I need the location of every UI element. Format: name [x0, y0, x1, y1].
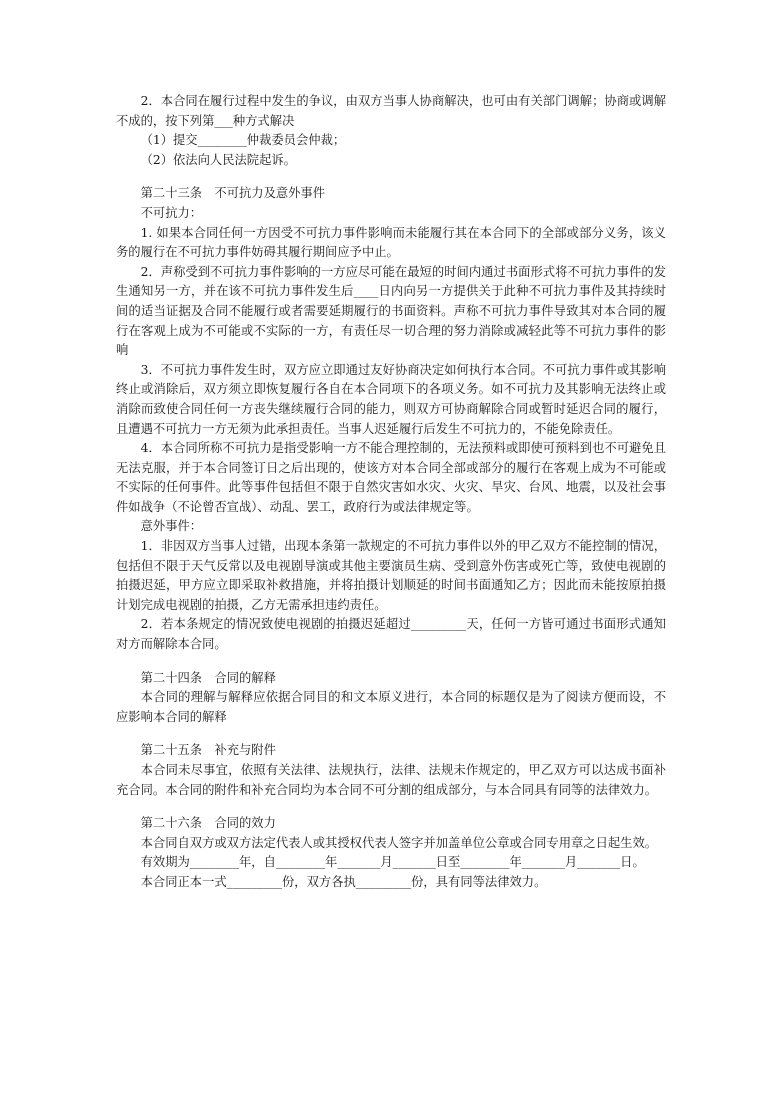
- article-26-copies: 本合同正本一式_________份，双方各执_________份，具有同等法律效力。: [140, 874, 547, 889]
- article-25-body: 本合同未尽事宜，依照有关法律、法规执行，法律、法规未作规定的，甲乙双方可以达成书面补充合同。本合同的附件和补充合同均为本合同不可分割的组成部分，与本合同具有同等的法律效力。: [116, 763, 666, 797]
- article-25-title: 补充与附件: [214, 743, 276, 758]
- article-26-title: 合同的效力: [214, 816, 276, 831]
- dispute-option-2: （2）依法向人民法院起诉。: [140, 152, 296, 167]
- force-majeure-clause-1: 1. 如果本合同任何一方因受不可抗力事件影响而未能履行其在本合同下的全部或部分义务，该义务的履行在不可抗力事件妨碍其履行期间应予中止。: [116, 225, 666, 260]
- article-25-number: 第二十五条: [140, 743, 203, 758]
- article-24-heading: [116, 669, 666, 689]
- dispute-clause-2: 2．本合同在履行过程中发生的争议，由双方当事人协商解决，也可由有关部门调解；协商或调解不成的，按下列第___种方式解决: [116, 94, 666, 128]
- article-26-heading: [116, 814, 666, 834]
- force-majeure-clause-3: 3．不可抗力事件发生时，双方应立即通过友好协商决定如何执行本合同。不可抗力事件或其影响终止或消除后，双方须立即恢复履行各自在本合同项下的各项义务。如不可抗力及其影响无法终止或消除而致使合同任何一方丧失继续履行合同的能力，则双方可协商解除合同或暂时延迟合同的履行，且遭遇不可抗力一方无须为此承担责任。当事人迟延履行后发生不可抗力的，不能免除责任。: [116, 362, 666, 436]
- article-24-number: 第二十四条: [140, 670, 203, 685]
- article-23-number: 第二十三条: [140, 186, 203, 201]
- article-24-body: 本合同的理解与解释应依据合同目的和文本原义进行，本合同的标题仅是为了阅读方便而设，不应影响本合同的解释: [116, 690, 666, 724]
- article-25-heading: [116, 741, 666, 761]
- contract-page: [116, 92, 666, 893]
- article-23-title: 不可抗力及意外事件: [214, 186, 326, 201]
- article-24-title: 合同的解释: [214, 670, 276, 685]
- article-23-heading: [116, 184, 666, 204]
- article-26-effect: 本合同自双方或双方法定代表人或其授权代表人签字并加盖单位公章或合同专用章之日起生效。: [140, 835, 658, 850]
- force-majeure-clause-2: 2．声称受到不可抗力事件影响的一方应尽可能在最短的时间内通过书面形式将不可抗力事件的发生通知另一方，并在该不可抗力事件发生后____日内向另一方提供关于此种不可抗力事件及其持续时间的适当证据及合同不能履行或者需要延期履行的书面资料。声称不可抗力事件导致其对本合同的履行在客观上成为不可能或不实际的一方，有责任尽一切合理的努力消除或减轻此等不可抗力事件的影响: [116, 264, 666, 358]
- dispute-option-1: （1）提交________仲裁委员会仲裁；: [140, 133, 346, 148]
- accident-clause-2: 2．若本条规定的情况致使电视剧的拍摄迟延超过_________天，任何一方皆可通过书面形式通知对方而解除本合同。: [116, 617, 666, 652]
- accident-clause-1: 1．非因双方当事人过错，出现本条第一款规定的不可抗力事件以外的甲乙双方不能控制的情况，包括但不限于天气反常以及电视剧导演或其他主要演员生病、受到意外伤害或死亡等，致使电视剧的拍摄迟延，甲方应立即采取补救措施，并将拍摄计划顺延的时间书面通知乙方；因此而未能按原拍摄计划完成电视剧的拍摄，乙方无需承担违约责任。: [116, 539, 666, 612]
- force-majeure-clause-4: 4．本合同所称不可抗力是指受影响一方不能合理控制的，无法预料或即使可预料到也不可避免且无法克服，并于本合同签订日之后出现的，使该方对本合同全部或部分的履行在客观上成为不可能或不实际的任何事件。此等事件包括但不限于自然灾害如水灾、火灾、旱灾、台风、地震，以及社会事件如战争（不论曾否宣战）、动乱、罢工，政府行为或法律规定等。: [116, 441, 666, 514]
- article-26-number: 第二十六条: [140, 816, 203, 831]
- article-26-validity: 有效期为________年，自________年_______月_______日至________年_______月_______日。: [140, 855, 645, 870]
- force-majeure-label: 不可抗力：: [140, 205, 203, 220]
- accident-label: 意外事件：: [140, 519, 203, 534]
